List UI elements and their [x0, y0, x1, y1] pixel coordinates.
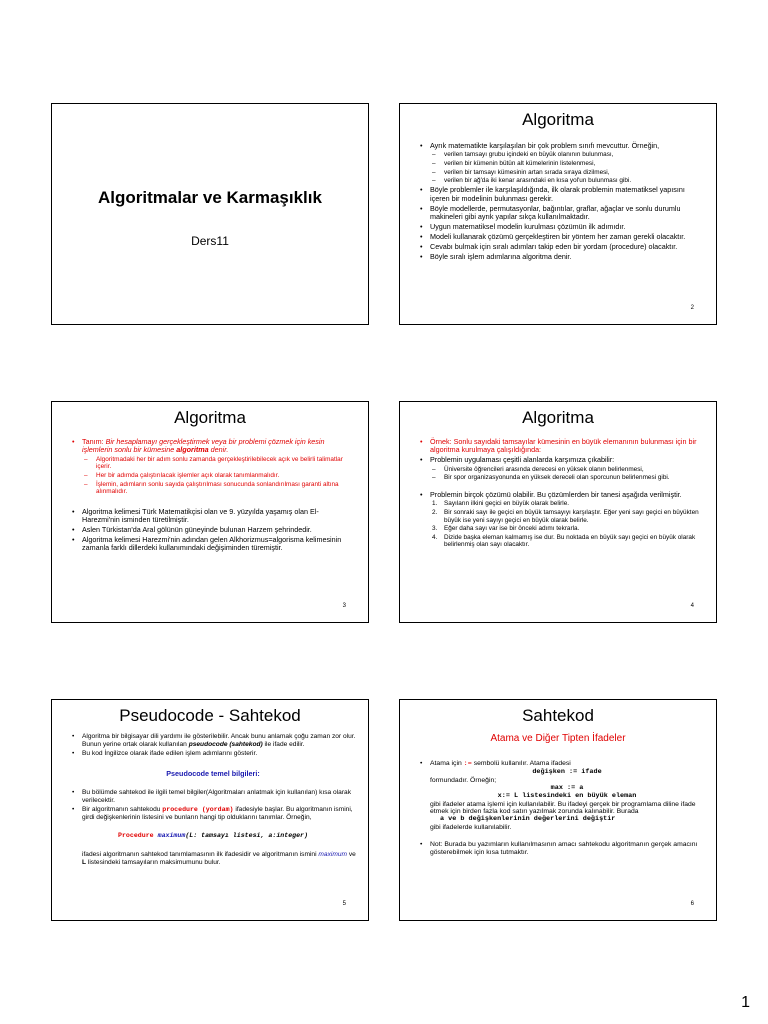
- sub-bullet: – verilen bir tamsayı kümesinin artan sırada sıraya dizilmesi,: [430, 169, 704, 177]
- bullet: • Bu bölümde sahtekod ile ilgili temel bilgiler(Algoritmaları anlatmak için kullanılan) kısa olarak verilecektir.: [70, 789, 356, 804]
- bullet: • Böyle problemler ile karşılaşıldığında, ilk olarak problemin matematiksel yapısını içeren bir modelinin bulunması gerekir.: [418, 186, 704, 203]
- bullet: • Problemin uygulaması çeşitli alanlarda karşımıza çıkabilir: – Üniversite öğrencileri arasında derecesi en yüksek olanın belirlenmesi, – Bir spor organizasyonunda en yüksek dereceli olan sporcunun belirlenmesi gibi.: [418, 456, 704, 482]
- slide-2: [399, 103, 717, 325]
- bullet: • Algoritma kelimesi Harezmi'nin adından gelen Alkhorizmus=algorisma kelimesinin zamanla farklı dillerdeki kullanımındaki değişiminden türemiştir.: [70, 536, 356, 553]
- slide-title: Algoritma: [522, 110, 594, 129]
- bullet: • Algoritma bir bilgisayar dili yardımı ile gösterilebilir. Ancak bunu anlamak çoğu zaman zor olur. Bunun yerine ortak olarak kullanılan pseudocode (sahtekod) ile ifade edilir.: [70, 733, 356, 748]
- slide-5: [51, 699, 369, 921]
- slide-number: 5: [342, 901, 346, 907]
- slide-3: [51, 401, 369, 623]
- slide-1: [51, 103, 369, 325]
- slide-number: 4: [690, 603, 694, 609]
- bullet: • Ayrık matematikte karşılaşılan bir çok problem sınıfı mevcuttur. Örneğin, – verilen tamsayı grubu içindeki en büyük olanının bulunması, – verilen bir kümenin bütün alt kümelerinin listelenmesi, – verilen bir tamsayı kümesinin artan sırada sıraya dizilmesi, – verilen bir ağ'da iki kenar arasındaki en kısa yol'un bulunması gibi.: [418, 142, 704, 185]
- sub-bullet: – Üniversite öğrencileri arasında derecesi en yüksek olanın belirlenmesi,: [430, 466, 704, 474]
- sub-bullet: – İşlemin, adımların sonlu sayıda çalıştırılması sonucunda sonlandırılması garanti altına alınmalıdır.: [82, 481, 356, 496]
- slide-number: 3: [342, 603, 346, 609]
- slide-body: [418, 760, 704, 858]
- definition-bullet: • Tanım: Bir hesaplamayı gerçekleştirmek veya bir problemi çözmek için kesin işlemlerin sonlu bir kümesine algoritma denir. – Algoritmadaki her bir adım sonlu zamanda gerçekleştirilebilecek açık ve belirli talimatlar içerir. – Her bir adımda çalıştırılacak işlemler açık olarak tanımlanmalıdır. – İşlemin, adımların sonlu sayıda çalıştırılması sonucunda sonlandırılması garanti altına alınmalıdır.: [70, 438, 356, 496]
- slide-title: Algoritma: [522, 408, 594, 427]
- step-item: 1. Sayıların ilkini geçici en büyük olarak belirle.: [432, 500, 570, 508]
- cover-subtitle: Ders11: [191, 234, 229, 248]
- step-item: 4. Dizide başka eleman kalmamış ise dur. Bu noktada en büyük sayı geçici en büyük olarak belirlenmiş olan sayı olacaktır.: [432, 533, 696, 549]
- step-item: 2. Bir sonraki sayı ile geçici en büyük tamsayıyı karşılaştır. Eğer yeni sayı geçici en büyükten büyük ise yeni sayıyı geçici en büyük olarak belirle.: [432, 508, 699, 524]
- section-heading: Pseudocode temel bilgileri:: [166, 768, 260, 778]
- bullet: • Bir algoritmanın sahtekodu procedure (yordam) ifadesiyle başlar. Bu algoritmanın ismini, girdi değişkenlerinin listesini ve bunların hangi tip olduklarını tanımlar. Örneğin,: [70, 806, 356, 821]
- sub-bullet: – Algoritmadaki her bir adım sonlu zamanda gerçekleştirilebilecek açık ve belirli talimatlar içerir.: [82, 456, 356, 471]
- bullet: • Uygun matematiksel modelin kurulması çözümün ilk adımıdır.: [418, 223, 704, 231]
- sub-bullet: – Bir spor organizasyonunda en yüksek dereceli olan sporcunun belirlenmesi gibi.: [430, 474, 704, 482]
- slide-body: [418, 438, 704, 550]
- code-line: Procedure maximum(L: tamsayı listesi, a:integer): [118, 831, 308, 839]
- bullet: • Bu kod İngilizce olarak ifade edilen işlem adımlarını gösterir.: [70, 750, 356, 758]
- slide-title: Pseudocode - Sahtekod: [119, 706, 301, 725]
- slide-body: [70, 438, 356, 554]
- bullet: • Böyle modellerde, permutasyonlar, bağıntılar, graflar, ağaçlar ve sonlu durumlu makineleri gibi ayrık yapılar sıkça kullanılmaktadır.: [418, 205, 704, 222]
- bullet: • Modeli kullanarak çözümü gerçekleştiren bir yöntem her zaman gerekli olacaktır.: [418, 233, 704, 241]
- slide-body: [70, 733, 356, 867]
- slide-title: Algoritma: [174, 408, 246, 427]
- example-bullet: • Örnek: Sonlu sayıdaki tamsayılar kümesinin en büyük elemanının bulunması için bir algoritma kurulmaya çalışıldığında:: [418, 438, 704, 455]
- bullet: • Aslen Türkistan'da Aral gölünün güneyinde bulunan Harzem şehrindedir.: [70, 526, 356, 534]
- sub-bullet: – verilen bir kümenin bütün alt kümelerinin listelenmesi,: [430, 160, 704, 168]
- bullet: • Problemin birçok çözümü olabilir. Bu çözümlerden bir tanesi aşağıda verilmiştir. 1. Sayıların ilkini geçici en büyük olarak belirle. 2. Bir sonraki sayı ile geçici en büyük tamsayıyı karşılaştır. Eğer yeni sayı geçici en büyükten büyük ise yeni sayıyı geçici en büyük olarak belirle. 3. Eğer daha sayı var ise bir önceki adımı tekrarla. 4. Dizide başka eleman kalmamış ise dur. Bu noktada en büyük sayı geçici en büyük olarak belirlenmiş olan sayı olacaktır.: [418, 491, 704, 549]
- cover-title: Algoritmalar ve Karmaşıklık: [98, 188, 322, 207]
- bullet: • Not: Burada bu yazımların kullanılmasının amacı sahtekodu algoritmanın gerçek amacını gösterebilmek için kısa tutmaktır.: [418, 841, 704, 857]
- bullet: • Böyle sıralı işlem adımlarına algoritma denir.: [418, 253, 704, 261]
- slide-4: [399, 401, 717, 623]
- slide-6: [399, 699, 717, 921]
- sub-bullet: – verilen bir ağ'da iki kenar arasındaki en kısa yol'un bulunması gibi.: [430, 177, 704, 185]
- bullet: • Cevabı bulmak için sıralı adımları takip eden bir yordam (procedure) olacaktır.: [418, 243, 704, 251]
- slide-title: Sahtekod: [522, 706, 594, 725]
- section-heading: Atama ve Diğer Tipten İfadeler: [490, 733, 626, 744]
- sub-bullet: – verilen tamsayı grubu içindeki en büyük olanının bulunması,: [430, 151, 704, 159]
- slide-body: [418, 142, 704, 263]
- slide-number: 6: [690, 901, 694, 907]
- sub-bullet: – Her bir adımda çalıştırılacak işlemler açık olarak tanımlanmalıdır.: [82, 472, 356, 480]
- step-item: 3. Eğer daha sayı var ise bir önceki adımı tekrarla.: [432, 525, 580, 533]
- paragraph: ifadesi algoritmanın sahtekod tanımlamasının ilk ifadesidir ve algoritmanın ismini maximum ve L listesindeki tamsayıların maksimumunu bulur.: [82, 851, 356, 867]
- bullet: • Atama için := sembolü kullanılır. Atama ifadesi değişken := ifade formundadır. Örneğin; max := a x:= L listesindeki en büyük eleman gibi ifadeler atama işlemi için kullanılabilir. Bu ifadeyi gerçek bir programlama diline ifade etmek için birden fazla kod satırı yazılmak zorunda kalınabilir. Burada a ve b değişkenlerinin değerlerini değiştir gibi ifadelerde kullanılabilir.: [418, 760, 704, 832]
- page-number: 1: [741, 994, 750, 1011]
- bullet: • Algoritma kelimesi Türk Matematikçisi olan ve 9. yüzyılda yaşamış olan El-Harezmi'nin isminden türetilmiştir.: [70, 508, 356, 525]
- slide-number: 2: [690, 305, 694, 311]
